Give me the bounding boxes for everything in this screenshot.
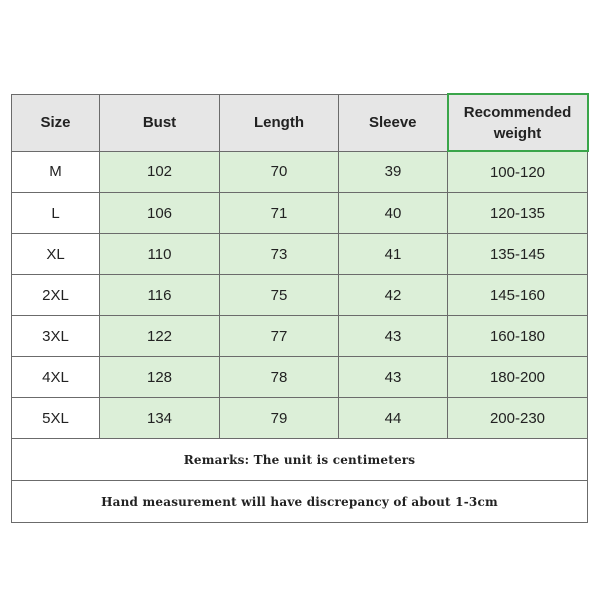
length-cell: 73: [220, 234, 339, 275]
size-chart-table: [11, 93, 589, 523]
length-cell: 78: [220, 357, 339, 398]
size-cell: XL: [12, 234, 100, 275]
size-cell: 5XL: [12, 398, 100, 439]
length-cell: 79: [220, 398, 339, 439]
bust-cell: 134: [100, 398, 220, 439]
header-row: [12, 94, 588, 151]
sleeve-cell: 41: [339, 234, 448, 275]
weight-cell: 100-120: [448, 151, 588, 193]
sleeve-cell: 44: [339, 398, 448, 439]
table-row: [12, 275, 588, 316]
table-row: [12, 398, 588, 439]
weight-cell: 120-135: [448, 193, 588, 234]
sleeve-cell: 43: [339, 357, 448, 398]
remark-row: [12, 481, 588, 523]
bust-cell: 102: [100, 151, 220, 193]
table-row: [12, 193, 588, 234]
length-cell: 77: [220, 316, 339, 357]
length-cell: 71: [220, 193, 339, 234]
weight-cell: 135-145: [448, 234, 588, 275]
length-cell: 70: [220, 151, 339, 193]
weight-cell: 145-160: [448, 275, 588, 316]
remark-row: [12, 439, 588, 481]
header-bust: Bust: [100, 94, 220, 151]
bust-cell: 128: [100, 357, 220, 398]
size-cell: M: [12, 151, 100, 193]
size-cell: 3XL: [12, 316, 100, 357]
bust-cell: 110: [100, 234, 220, 275]
table-row: [12, 316, 588, 357]
header-recommended-weight: Recommended weight: [448, 94, 588, 151]
size-cell: L: [12, 193, 100, 234]
remark-discrepancy: Hand measurement will have discrepancy of about 1-3cm: [12, 481, 588, 523]
bust-cell: 106: [100, 193, 220, 234]
size-cell: 2XL: [12, 275, 100, 316]
weight-cell: 180-200: [448, 357, 588, 398]
header-size: Size: [12, 94, 100, 151]
sleeve-cell: 42: [339, 275, 448, 316]
table-row: [12, 151, 588, 193]
sleeve-cell: 43: [339, 316, 448, 357]
table-row: [12, 357, 588, 398]
sleeve-cell: 40: [339, 193, 448, 234]
sleeve-cell: 39: [339, 151, 448, 193]
size-cell: 4XL: [12, 357, 100, 398]
weight-cell: 200-230: [448, 398, 588, 439]
header-length: Length: [220, 94, 339, 151]
bust-cell: 116: [100, 275, 220, 316]
bust-cell: 122: [100, 316, 220, 357]
length-cell: 75: [220, 275, 339, 316]
remark-unit: Remarks: The unit is centimeters: [12, 439, 588, 481]
table-row: [12, 234, 588, 275]
header-sleeve: Sleeve: [339, 94, 448, 151]
weight-cell: 160-180: [448, 316, 588, 357]
